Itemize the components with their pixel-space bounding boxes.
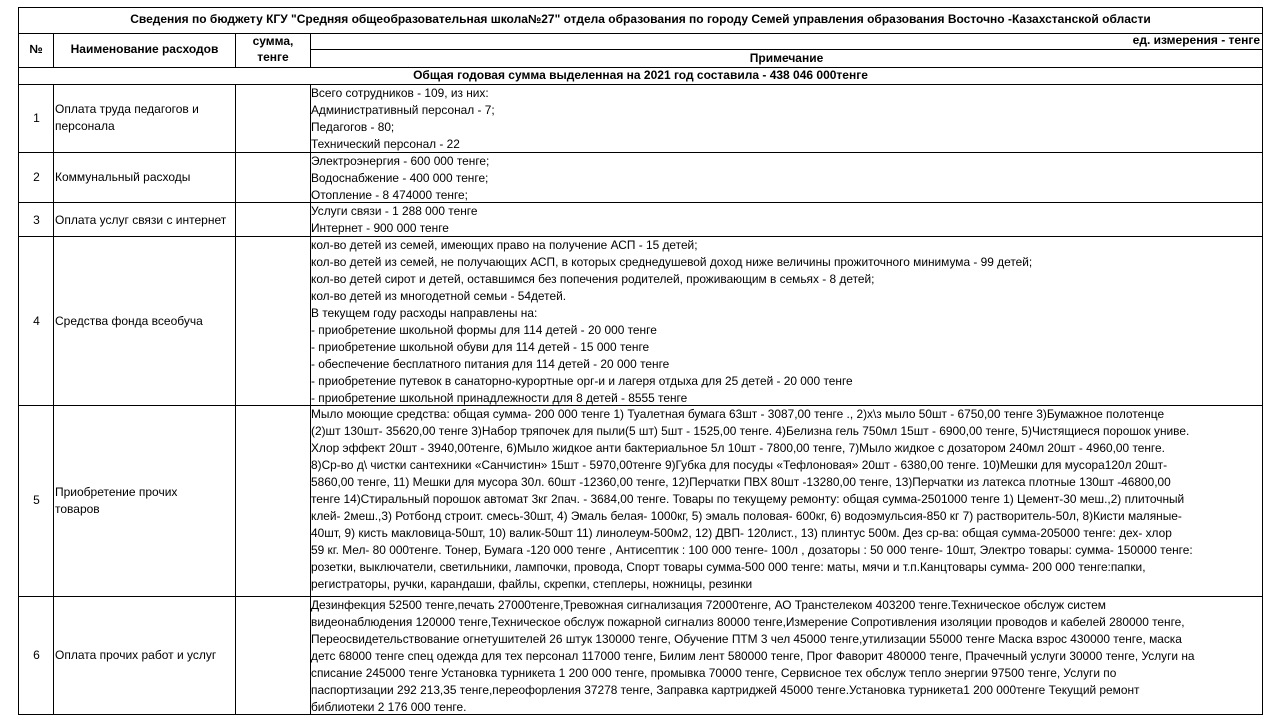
- note-line: кол-во детей сирот и детей, оставшимся без попечения родителей, проживающим в семьях - 8 детей;: [311, 272, 875, 286]
- note-line: Услуги связи - 1 288 000 тенге: [311, 204, 478, 218]
- note-line: регистраторы, ручки, карандаши, файлы, скрепки, степлеры, ножницы, резинки: [311, 577, 753, 591]
- header-num: №: [29, 42, 43, 56]
- header-sum-line2: тенге: [257, 50, 289, 64]
- header-unit: ед. измерения - тенге: [1132, 33, 1260, 47]
- note-line: В текущем году расходы направлены на:: [311, 306, 538, 320]
- expense-name-line: Приобретение прочих: [55, 485, 178, 499]
- note-line: Отопление - 8 474000 тенге;: [311, 188, 468, 202]
- note-line: Интернет - 900 000 тенге: [311, 221, 449, 235]
- row-number: 2: [33, 170, 40, 184]
- expense-name: [55, 313, 233, 330]
- expense-name: [55, 212, 233, 229]
- note-line: Технический персонал - 22: [311, 137, 460, 151]
- row-number: 5: [33, 493, 40, 507]
- expense-name: [55, 101, 233, 135]
- note-line: библиотеки 2 176 000 тенге.: [311, 700, 467, 714]
- note-line: - обеспечение бесплатного питания для 114 детей - 20 000 тенге: [311, 357, 670, 371]
- note-line: Переосвидетельствование огнетушителей 26 штук 130000 тенге, Обучение ПТМ 3 чел 45000 тенге,утилизации 55000 тенге Маска взрос 430000 тенге, маска: [311, 632, 1182, 646]
- row-number: 3: [33, 213, 40, 227]
- note-line: Педагогов - 80;: [311, 120, 395, 134]
- note-line: 5860,00 тенге, 11) Мешки для мусора 30л. 60шт -12360,00 тенге, 12)Перчатки ПВХ 80шт -13280,00 тенге, 13)Перчатки из латекса плотные 130шт -46800,00: [311, 475, 1171, 489]
- document-title: Сведения по бюджету КГУ "Средняя общеобразовательная школа№27" отдела образования по городу Семей управления образования Восточно -Казахстанской области: [130, 12, 1151, 26]
- note-line: кол-во детей из семей, имеющих право на получение АСП - 15 детей;: [311, 238, 698, 252]
- expense-note: [311, 597, 1261, 716]
- note-line: - приобретение путевок в санаторно-курортные орг-и и лагеря отдыха для 25 детей - 20 000 тенге: [311, 374, 853, 388]
- note-line: видеонаблюдения 120000 тенге,Техническое обслуж пожарной сигнализ 80000 тенге,Измерение Сопротивления изоляции проводов и кабелей 280000 тенге,: [311, 615, 1185, 629]
- expense-name: [55, 484, 233, 518]
- expense-name: [55, 169, 233, 186]
- note-line: - приобретение школьной обуви для 114 детей - 15 000 тенге: [311, 340, 650, 354]
- expense-name-line: Оплата труда педагогов и: [55, 102, 199, 116]
- note-line: 59 кг. Мел- 80 000тенге. Тонер, Бумага -120 000 тенге , Антисептик : 100 000 тенге- 100л , дозаторы : 50 000 тенге- 10шт, Электро товары: сумма- 150000 тенге:: [311, 543, 1193, 557]
- expense-note: [311, 85, 1261, 153]
- note-line: тенге 14)Стиральный порошок автомат 3кг 2пач. - 3684,00 тенге. Товары по текущему ремонту: общая сумма-2501000 тенге 1) Цемент-30 меш.,2) плиточный: [311, 492, 1185, 506]
- expense-note: [311, 153, 1261, 204]
- note-line: Электроэнергия - 600 000 тенге;: [311, 154, 490, 168]
- table-border-top: [18, 7, 1263, 8]
- note-line: кол-во детей из семей, не получающих АСП, в которых среднедушевой доход ниже величины прожиточного минимума - 99 детей;: [311, 255, 1033, 269]
- expense-name-line: персонала: [55, 119, 115, 133]
- expense-name-line: Оплата услуг связи с интернет: [55, 213, 227, 227]
- note-line: Административный персонал - 7;: [311, 103, 495, 117]
- note-line: Дезинфекция 52500 тенге,печать 27000тенге,Тревожная сигнализация 72000тенге, АО Транстелеком 403200 тенге.Техническое обслуж систем: [311, 598, 1106, 612]
- row-number: 6: [33, 648, 40, 662]
- header-note: Примечание: [749, 51, 824, 65]
- note-line: кол-во детей из многодетной семьи - 54детей.: [311, 289, 567, 303]
- note-line: паспортизации 292 213,35 тенге,переофорления 37278 тенге, Заправка картриджей 45000 тенге.Установка турникета1 200 000тенге Текущий ремонт: [311, 683, 1140, 697]
- header-name: Наименование расходов: [70, 42, 219, 56]
- note-line: Хлор эффект 20шт - 3940,00тенге, 6)Мыло жидкое анти бактериальное 5л 10шт - 7800,00 тенге, 7)Мыло жидкое с дозатором 240мл 20шт - 4960,00 тенге.: [311, 441, 1165, 455]
- table-border-right: [1262, 7, 1263, 715]
- note-line: розетки, выключатели, светильники, лампочки, провода, Спорт товары сумма-500 000 тенге: маты, мячи и т.п.Канцтовары сумма- 200 000 тенге:папки,: [311, 560, 1146, 574]
- expense-name-line: товаров: [55, 502, 100, 516]
- note-line: детс 68000 тенге спец одежда для тех персонал 117000 тенге, Билим лент 580000 тенге, Прог Фаворит 480000 тенге, Прачечный услуги 30000 тенге, Услуги на: [311, 649, 1195, 663]
- expense-name-line: Оплата прочих работ и услуг: [55, 648, 217, 662]
- note-line: 8)Ср-во д\ чистки сантехники «Санчистин» 15шт - 5970,00тенге 9)Губка для посуды «Тефлоновая» 20шт - 6380,00 тенге. 10)Мешки для мусора120л 20шт-: [311, 458, 1168, 472]
- note-line: Всего сотрудников - 109, из них:: [311, 86, 489, 100]
- note-line: списание 245000 тенге Установка турникета 1 200 000 тенге, промывка 70000 тенге, Сервисное тех обслуж тепло энергии 97500 тенге, Услуги по: [311, 666, 1117, 680]
- col-rule-name: [235, 84, 236, 714]
- expense-name: [55, 647, 233, 664]
- expense-note: [311, 237, 1261, 407]
- expense-name-line: Средства фонда всеобуча: [55, 314, 203, 328]
- note-line: клей- 2меш.,3) Ротбонд строит. смесь-30шт, 4) Эмаль белая- 1000кг, 5) эмаль половая- 600кг, 6) водоэмульсия-850 кг 7) растворитель-50л, 8)Кисти маляные-: [311, 509, 1182, 523]
- expense-note: [311, 406, 1261, 593]
- row-number: 1: [33, 111, 40, 125]
- annual-total: Общая годовая сумма выделенная на 2021 год составила - 438 046 000тенге: [413, 68, 868, 82]
- note-line: 40шт, 9) кисть макловица-50шт, 10) валик-50шт 11) линолеум-500м2, 12) ДВП- 120лист., 13) плинтус 500м. Дез ср-ва: общая сумма-205000 тенге: дех- хлор: [311, 526, 1172, 540]
- row-number: 4: [33, 314, 40, 328]
- note-line: Водоснабжение - 400 000 тенге;: [311, 171, 489, 185]
- note-line: Мыло моющие средства: общая сумма- 200 000 тенге 1) Туалетная бумага 63шт - 3087,00 тенге ., 2)х\з мыло 50шт - 6750,00 тенге 3)Бумажное полотенце: [311, 407, 1165, 421]
- note-line: (2)шт 130шт- 35620,00 тенге 3)Набор тряпочек для пыли(5 шт) 5шт - 1525,00 тенге. 4)Белизна гель 750мл 15шт - 6900,00 тенге, 5)Чистящиеся порошок униве.: [311, 424, 1190, 438]
- header-sum-line1: сумма,: [252, 34, 294, 48]
- expense-name-line: Коммунальный расходы: [55, 170, 191, 184]
- note-line: - приобретение школьной принадлежности для 8 детей - 8555 тенге: [311, 391, 688, 405]
- expense-note: [311, 203, 1261, 237]
- note-line: - приобретение школьной формы для 114 детей - 20 000 тенге: [311, 323, 657, 337]
